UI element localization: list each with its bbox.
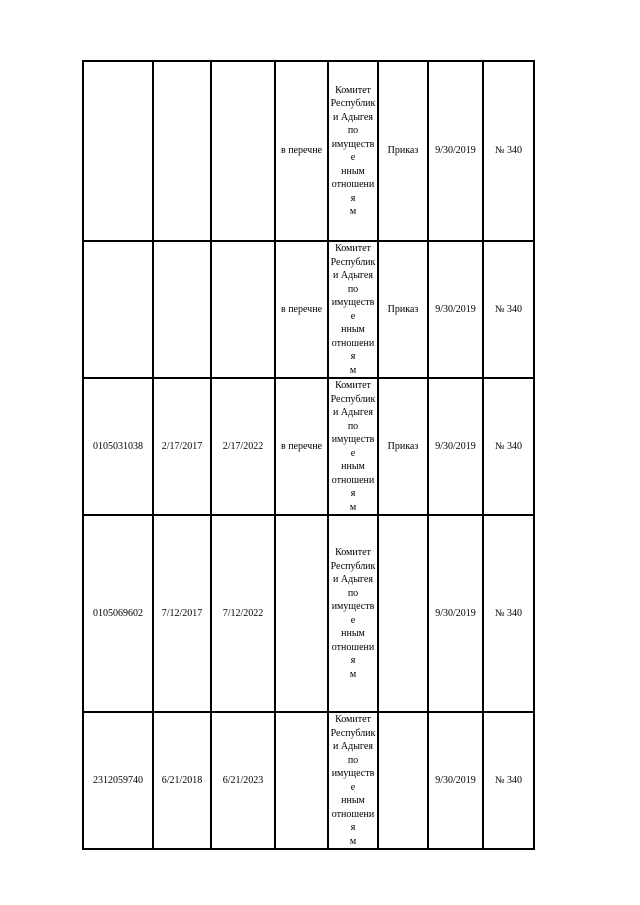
table-row bbox=[83, 515, 534, 712]
inn-cell: 0105031038 bbox=[83, 378, 153, 515]
table-row bbox=[83, 712, 534, 849]
doc-number-cell: № 340 bbox=[483, 712, 534, 849]
inn-cell: 0105069602 bbox=[83, 515, 153, 712]
start-date-cell: 2/17/2017 bbox=[153, 378, 211, 515]
table-row bbox=[83, 241, 534, 378]
note-cell: в перечне bbox=[275, 61, 328, 241]
end-date-cell: 7/12/2022 bbox=[211, 515, 275, 712]
doc-date-cell: 9/30/2019 bbox=[428, 712, 483, 849]
table-row bbox=[83, 61, 534, 241]
end-date-cell bbox=[211, 61, 275, 241]
start-date-cell bbox=[153, 61, 211, 241]
start-date-cell bbox=[153, 241, 211, 378]
doc-date-cell: 9/30/2019 bbox=[428, 378, 483, 515]
note-cell bbox=[275, 712, 328, 849]
inn-cell bbox=[83, 61, 153, 241]
start-date-cell: 7/12/2017 bbox=[153, 515, 211, 712]
organ-cell: Комитет Республик и Адыгея по имуществе нным отношения м bbox=[328, 378, 378, 515]
inn-cell bbox=[83, 241, 153, 378]
doc-type-cell bbox=[378, 712, 428, 849]
doc-date-cell: 9/30/2019 bbox=[428, 61, 483, 241]
doc-type-cell bbox=[378, 515, 428, 712]
doc-date-cell: 9/30/2019 bbox=[428, 515, 483, 712]
register-table bbox=[82, 60, 535, 850]
inn-cell: 2312059740 bbox=[83, 712, 153, 849]
end-date-cell bbox=[211, 241, 275, 378]
doc-number-cell: № 340 bbox=[483, 61, 534, 241]
note-cell: в перечне bbox=[275, 241, 328, 378]
note-cell bbox=[275, 515, 328, 712]
doc-number-cell: № 340 bbox=[483, 241, 534, 378]
end-date-cell: 6/21/2023 bbox=[211, 712, 275, 849]
note-cell: в перечне bbox=[275, 378, 328, 515]
doc-number-cell: № 340 bbox=[483, 378, 534, 515]
end-date-cell: 2/17/2022 bbox=[211, 378, 275, 515]
start-date-cell: 6/21/2018 bbox=[153, 712, 211, 849]
organ-cell: Комитет Республик и Адыгея по имуществе нным отношения м bbox=[328, 241, 378, 378]
doc-type-cell: Приказ bbox=[378, 378, 428, 515]
doc-type-cell: Приказ bbox=[378, 61, 428, 241]
table-row bbox=[83, 378, 534, 515]
organ-cell: Комитет Республик и Адыгея по имуществе нным отношения м bbox=[328, 712, 378, 849]
doc-number-cell: № 340 bbox=[483, 515, 534, 712]
doc-type-cell: Приказ bbox=[378, 241, 428, 378]
doc-date-cell: 9/30/2019 bbox=[428, 241, 483, 378]
organ-cell: Комитет Республик и Адыгея по имуществе нным отношения м bbox=[328, 61, 378, 241]
organ-cell: Комитет Республик и Адыгея по имуществе нным отношения м bbox=[328, 515, 378, 712]
